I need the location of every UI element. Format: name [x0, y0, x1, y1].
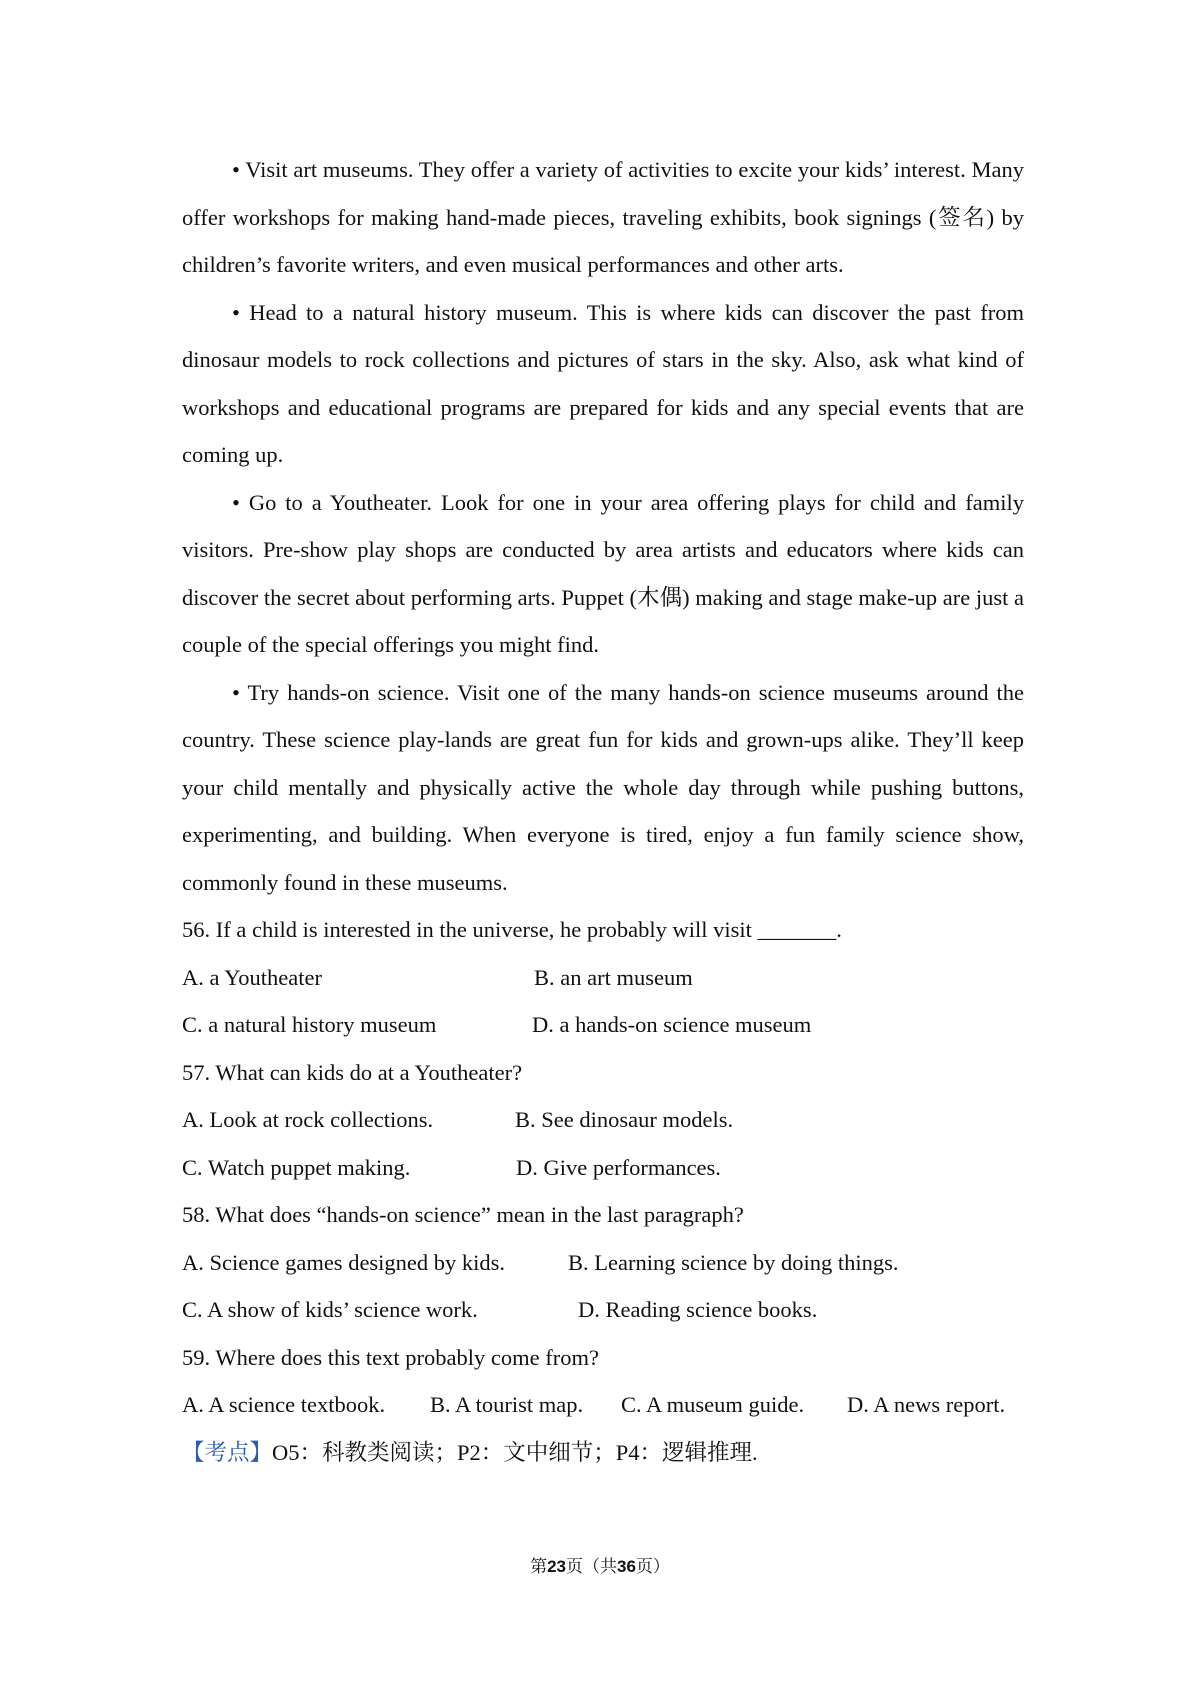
kaodian-text: O5：科教类阅读；P2：文中细节；P4：逻辑推理. — [272, 1439, 758, 1465]
footer-suffix: 页） — [635, 1557, 670, 1577]
question-56-options-row1 — [182, 954, 1024, 1002]
question-57-option-d: D. Give performances. — [516, 1154, 721, 1180]
question-58-option-b: B. Learning science by doing things. — [568, 1249, 899, 1275]
question-56-stem: 56. If a child is interested in the universe, he probably will visit _______. — [182, 917, 842, 942]
question-59-option-b: B. A tourist map. — [430, 1392, 584, 1417]
footer-prefix: 第 — [530, 1557, 548, 1577]
question-59-stem: 59. Where does this text probably come from? — [182, 1344, 599, 1370]
footer-page-number: 23 — [547, 1557, 566, 1576]
page-content — [182, 146, 1024, 1476]
paragraph-youtheater: • Go to a Youtheater. Look for one in your area offering plays for child and family visitors. Pre-show play shops are conducted by area artists and educators where kids can discover the secret about performing arts. Puppet (木偶) making and stage make-up are just a couple of the special offerings you might find. — [182, 489, 1024, 657]
question-57-options-row2 — [182, 1144, 1024, 1192]
question-58-options-row2 — [182, 1286, 1024, 1334]
question-58-option-c: C. A show of kids’ science work. — [182, 1297, 478, 1322]
question-58-stem: 58. What does “hands-on science” mean in the last paragraph? — [182, 1202, 744, 1227]
question-57-option-a: A. Look at rock collections. — [182, 1107, 434, 1132]
footer-total-pages: 36 — [617, 1557, 636, 1576]
kaodian-tag: 【考点】 — [182, 1439, 273, 1465]
question-58-option-d: D. Reading science books. — [578, 1297, 818, 1322]
question-57-options-row1 — [182, 1096, 1024, 1144]
footer-middle: 页（共 — [566, 1557, 617, 1577]
question-59-option-c: C. A museum guide. — [621, 1392, 805, 1417]
question-58-option-a: A. Science games designed by kids. — [182, 1249, 506, 1275]
question-57-option-c: C. Watch puppet making. — [182, 1154, 411, 1180]
question-58-options-row1 — [182, 1239, 1024, 1287]
question-56-option-a: A. a Youtheater — [182, 964, 322, 990]
page-footer — [0, 1552, 1200, 1577]
question-56-option-d: D. a hands-on science museum — [532, 1012, 812, 1037]
paragraph-natural-history: • Head to a natural history museum. This is where kids can discover the past from dinosaur models to rock collections and pictures of stars in the sky. Also, ask what kind of workshops and educational programs are prepared for kids and any special events that are coming up. — [182, 299, 1024, 467]
question-59-option-a: A. A science textbook. — [182, 1392, 386, 1417]
paragraph-hands-on-science: • Try hands-on science. Visit one of the many hands-on science museums around the country. These science play-lands are great fun for kids and grown-ups alike. They’ll keep your child mentally and physically active the whole day through while pushing buttons, experimenting, and building. When everyone is tired, enjoy a fun family science show, commonly found in these museums. — [182, 679, 1024, 895]
question-57-option-b: B. See dinosaur models. — [515, 1107, 734, 1132]
question-56-options-row2 — [182, 1001, 1024, 1049]
question-59-option-d: D. A news report. — [847, 1392, 1006, 1417]
question-56-option-b: B. an art museum — [534, 964, 693, 990]
kaodian-line — [182, 1429, 1024, 1477]
question-56-option-c: C. a natural history museum — [182, 1012, 437, 1037]
question-57-stem: 57. What can kids do at a Youtheater? — [182, 1059, 523, 1085]
paragraph-art-museums: • Visit art museums. They offer a variety of activities to excite your kids’ interest. Many offer workshops for making hand-made pieces, traveling exhibits, book signings (签名) by children’s favorite writers, and even musical performances and other arts. — [182, 157, 1024, 277]
question-59-options — [182, 1381, 1024, 1429]
